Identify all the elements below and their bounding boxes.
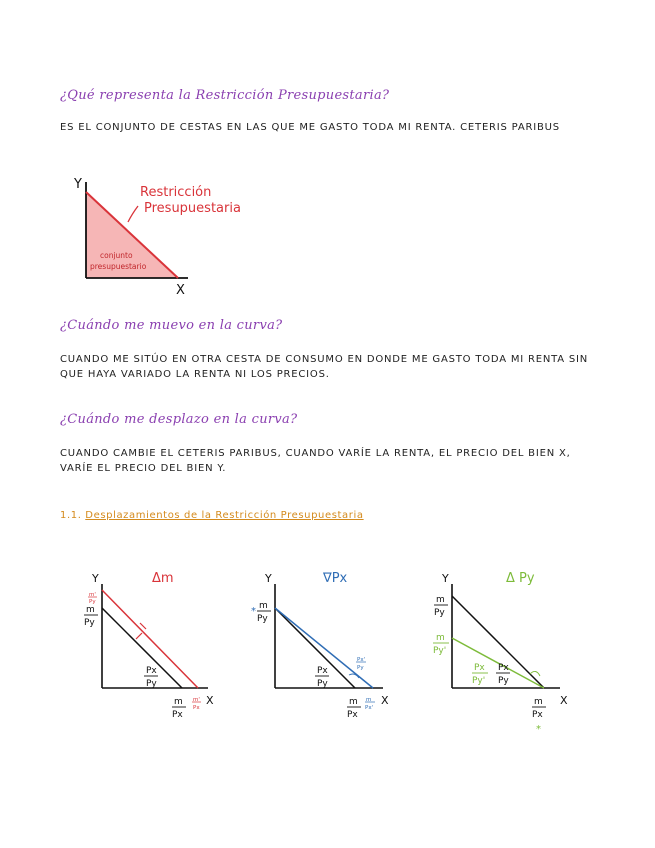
g3-slope-den: Py: [498, 676, 509, 686]
graph-3-title: Δ Py: [506, 571, 535, 586]
g2-m-px2-num: m: [366, 697, 372, 703]
x-label: X: [176, 283, 185, 298]
section-number: 1.1.: [60, 510, 82, 521]
g1-tick-2: [140, 623, 146, 629]
question-3: ¿Cuándo me desplazo en la curva?: [60, 412, 298, 427]
g1-x-label: X: [206, 694, 214, 707]
section-heading: [60, 510, 364, 521]
g1-m-px-num: m: [174, 697, 183, 707]
graph-delta-py: [420, 562, 595, 752]
g2-slope2-den: Py: [357, 665, 364, 671]
g1-m-px-den: Px: [172, 710, 183, 720]
g2-y-label: Y: [265, 572, 272, 585]
g2-m-py-num: m: [259, 601, 268, 611]
g2-m-py-den: Py: [257, 614, 268, 624]
g1-m-py-num: m: [86, 605, 95, 615]
y-label: Y: [74, 177, 82, 192]
graph-nabla-px: [245, 562, 415, 737]
restriccion-label: Restricción: [140, 185, 212, 200]
question-2: ¿Cuándo me muevo en la curva?: [60, 318, 283, 333]
g2-x-label: X: [381, 694, 389, 707]
g3-m-py2-num: m: [436, 633, 445, 643]
g1-m2-py-den: Py: [89, 599, 96, 605]
graph-2-title: ∇Px: [323, 571, 348, 586]
g1-original-line: [102, 608, 182, 688]
g3-star: *: [536, 724, 541, 735]
g2-m-px-den: Px: [347, 710, 358, 720]
paragraph-3: CUANDO CAMBIE EL CETERIS PARIBUS, CUANDO VARÍE LA RENTA, EL PRECIO DEL BIEN X, VARÍE EL PRECIO DEL BIEN Y.: [60, 448, 571, 474]
g1-slope-den: Py: [146, 679, 157, 689]
presupuestaria-label: Presupuestaria: [144, 201, 241, 216]
g2-slope2-num: Px': [357, 657, 366, 663]
g3-m-px-num: m: [534, 697, 543, 707]
g3-x-label: X: [560, 694, 568, 707]
paragraph-1: ES EL CONJUNTO DE CESTAS EN LAS QUE ME GASTO TODA MI RENTA. CETERIS PARIBUS: [60, 122, 560, 133]
g3-m-px-den: Px: [532, 710, 543, 720]
area-label-2: presupuestario: [90, 262, 147, 271]
budget-constraint-figure: [60, 170, 280, 300]
g1-m2-px-num: m': [193, 697, 200, 703]
g2-slope-num: Px: [317, 666, 328, 676]
g3-m-py-num: m: [436, 595, 445, 605]
g3-m-py-den: Py: [434, 608, 445, 618]
g2-slope-den: Py: [317, 679, 328, 689]
arrow-mark: [128, 206, 138, 222]
graph-1-title: Δm: [152, 571, 174, 586]
graph-delta-m: [70, 562, 240, 737]
g2-star: *: [251, 606, 256, 617]
paragraph-2: CUANDO ME SITÚO EN OTRA CESTA DE CONSUMO EN DONDE ME GASTO TODA MI RENTA SIN QUE HAYA VARIADO LA RENTA NI LOS PRECIOS.: [60, 354, 589, 380]
g3-slope-num: Px: [498, 663, 509, 673]
section-title: Desplazamientos de la Restricción Presupuestaria: [85, 510, 364, 521]
g1-slope-num: Px: [146, 666, 157, 676]
g2-m-px2-den: Px': [365, 705, 374, 711]
question-1: ¿Qué representa la Restricción Presupuestaria?: [60, 88, 390, 103]
g3-slope2-num: Px: [474, 663, 485, 673]
g1-m-py-den: Py: [84, 618, 95, 628]
g1-m2-py-num: m': [89, 592, 96, 598]
g3-y-label: Y: [442, 572, 449, 585]
g2-m-px-num: m: [349, 697, 358, 707]
g3-m-py2-den: Py': [433, 646, 447, 656]
area-label-1: conjunto: [100, 251, 133, 260]
g1-tick-1: [136, 633, 142, 639]
g1-m2-px-den: Px: [193, 705, 200, 711]
g1-y-label: Y: [92, 572, 99, 585]
g3-slope2-den: Py': [472, 676, 486, 686]
